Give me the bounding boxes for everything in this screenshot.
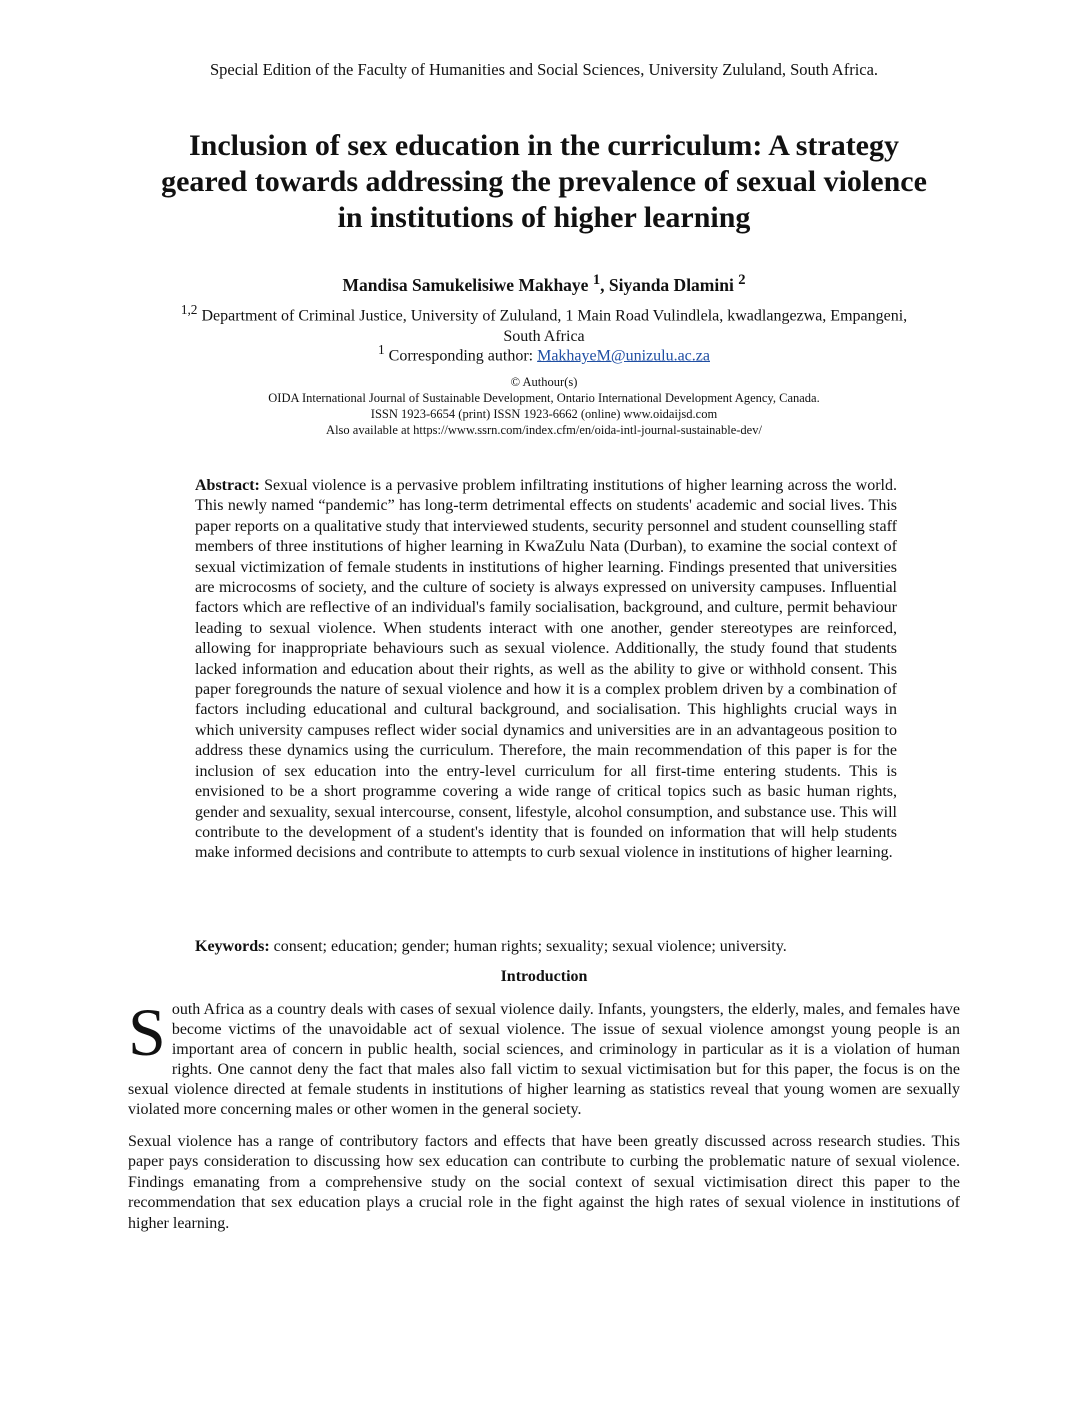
availability-line: Also available at https://www.ssrn.com/index.cfm/en/oida-intl-journal-sustainable-dev/ <box>326 423 762 437</box>
keywords-label: Keywords: <box>195 938 270 955</box>
author-1-affil-mark: 1 <box>592 272 601 288</box>
section-heading-introduction: Introduction <box>500 968 588 985</box>
intro-paragraph-1 <box>128 994 960 1120</box>
author-1: Mandisa Samukelisiwe Makhaye <box>342 274 589 295</box>
title-line-2: geared towards addressing the prevalence of sexual violence <box>161 165 927 198</box>
corresponding-email-link[interactable]: MakhayeM@unizulu.ac.za <box>537 347 710 365</box>
affiliation <box>180 299 908 347</box>
intro-paragraph-2: Sexual violence has a range of contributory factors and effects that have been greatly discussed across research studies. This paper pays consideration to discussing how sex education can contribute to curbing the problematic nature of sexual violence. Findings emanating from a comprehensive study on the social context of sexual victimisation direct this paper to the recommendation that sex education plays a crucial role in the fight against the high rates of sexual violence in institutions of higher learning. <box>128 1133 960 1232</box>
drop-cap: S <box>128 994 166 1070</box>
author-2-affil-mark: 2 <box>738 272 746 288</box>
author-separator: , <box>600 274 609 295</box>
corresponding-author <box>0 342 1088 365</box>
author-list <box>0 272 1088 296</box>
corresponding-label: Corresponding author: <box>384 347 538 365</box>
issn-line: ISSN 1923-6654 (print) ISSN 1923-6662 (online) www.oidaijsd.com <box>370 407 718 421</box>
paper-title <box>110 128 978 236</box>
abstract <box>195 476 897 864</box>
keywords-text: consent; education; gender; human rights; sexuality; sexual violence; university. <box>269 938 787 955</box>
running-head: Special Edition of the Faculty of Humanities and Social Sciences, University Zululand, South Africa. <box>209 60 879 79</box>
affiliation-text: Department of Criminal Justice, University of Zululand, 1 Main Road Vulindlela, kwadlangezwa, Empangeni, South Africa <box>197 307 908 346</box>
title-line-3: in institutions of higher learning <box>337 201 751 234</box>
abstract-text: Sexual violence is a pervasive problem infiltrating institutions of higher learning across the world. This newly named “pandemic” has long-term detrimental effects on students' academic and social lives. This paper reports on a qualitative study that interviewed students, security personnel and student counselling staff members of three institutions of higher learning in KwaZulu Nata (Durban), to examine the social context of sexual victimization of female students in institutions of higher learning. Findings presented that universities are microcosms of society, and the culture of society is always expressed on university campuses. Influential factors which are reflective of an individual's family socialisation, background, and culture, permit behaviour leading to sexual violence. When students interact with one another, gender stereotypes are reinforced, allowing for inappropriate behaviours such as sexual violence. Additionally, the study found that students lacked information and education about their rights, as well as the ability to give or withhold consent. This paper foregrounds the nature of sexual violence and how it is a complex problem driven by a combination of factors including educational and cultural background, and socialisation. This highlights crucial ways in which university campuses reflect wider social dynamics and universities are in an advantageous position to address these dynamics using the curriculum. Therefore, the main recommendation of this paper is for the inclusion of sex education into the entry-level curriculum for all first-time entering students. This is envisioned to be a short programme covering a wide range of critical topics such as basic human rights, gender and sexuality, sexual intercourse, consent, lifestyle, alcohol consumption, and substance use. This will contribute to the development of a student's identity that is founded on information that will help students make informed decisions and contribute to attempts to curb sexual violence in institutions of higher learning. <box>195 477 897 862</box>
journal-name-line: OIDA International Journal of Sustainable Development, Ontario International Development Agency, Canada. <box>268 391 820 405</box>
abstract-label: Abstract: <box>195 477 260 494</box>
journal-info <box>0 374 1088 438</box>
author-2: Siyanda Dlamini <box>608 274 734 295</box>
corresponding-mark: 1 <box>378 342 385 357</box>
title-line-1: Inclusion of sex education in the curriculum: A strategy <box>189 129 899 162</box>
keywords <box>195 938 897 956</box>
affiliation-mark: 1,2 <box>180 302 198 317</box>
intro-paragraph-1-text: outh Africa as a country deals with cases of sexual violence daily. Infants, youngsters, the elderly, males, and females have become victims of the unavoidable act of sexual violence. The issue of sexual violence amongst young people is an important area of concern in public health, social sciences, and criminology in particular as it is a violation of human rights. One cannot deny the fact that males also fall victim to sexual victimisation but for this paper, the focus is on the sexual violence directed at female students in institutions of higher learning as statistics reveal that young women are sexually violated more concerning males or other women in the general society. <box>128 1001 960 1118</box>
copyright-line: © Authour(s) <box>510 375 578 389</box>
